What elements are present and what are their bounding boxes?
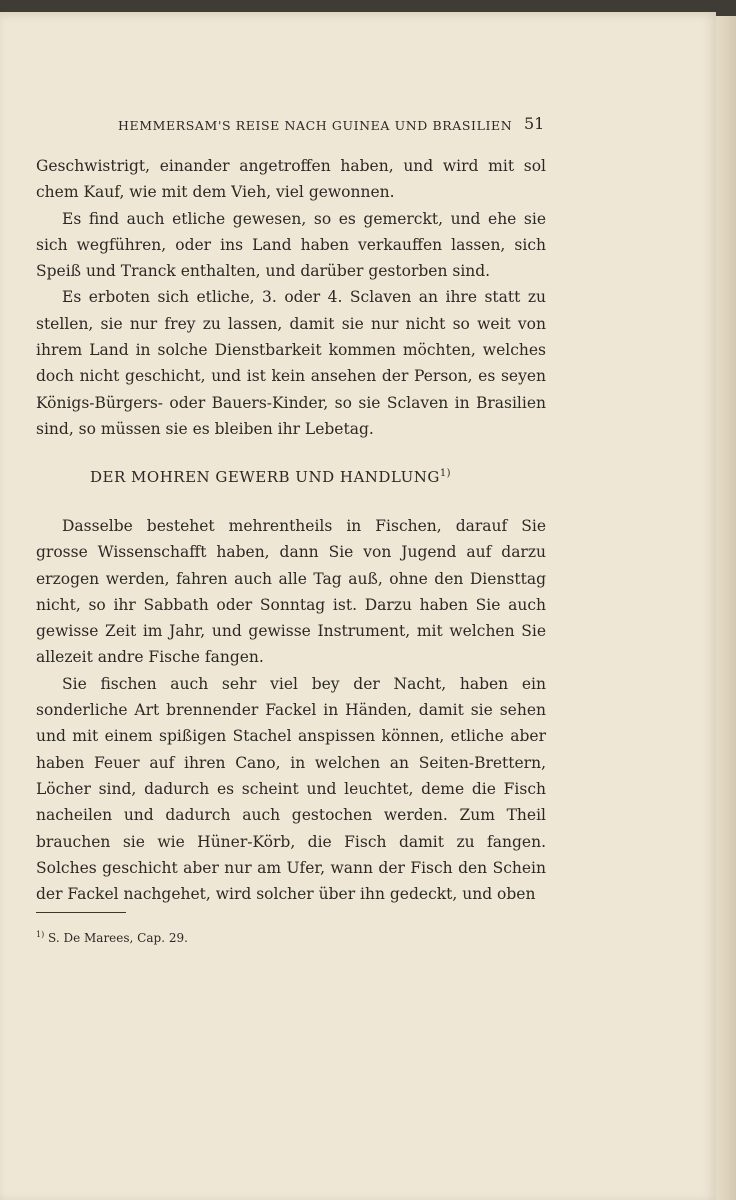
paragraph: Geschwistrigt, einander angetroffen haben, und wird mit sol chem Kauf, wie mit dem Vieh, viel gewonnen. xyxy=(36,157,546,202)
running-head: HEMMERSAM'S REISE NACH GUINEA UND BRASILIEN xyxy=(118,118,513,133)
page-edge xyxy=(716,16,736,1200)
footnote-rule xyxy=(36,912,126,913)
section-heading xyxy=(90,468,530,486)
page-number: 51 xyxy=(524,114,545,133)
footnote-mark: 1) xyxy=(36,930,45,939)
paragraph: Es find auch etliche gewesen, so es gemerckt, und ehe sie sich wegführen, oder ins Land haben verkauffen lassen, sich Speiß und Tranck enthalten, und darüber gestorben sind. xyxy=(36,209,546,281)
footnote-reference: 1) xyxy=(439,468,452,479)
section-heading-text: DER MOHREN GEWERB UND HANDLUNG xyxy=(90,468,440,486)
paragraph: Sie fischen auch sehr viel bey der Nacht, haben ein sonderliche Art brennender Fackel in Händen, damit sie sehen und mit einem spißigen Stachel anspissen können, etliche aber haben Feuer auf ihren Cano, in welchen an Seiten-Brettern, Löcher sind, dadurch es scheint und leuchtet, deme die Fisch nacheilen und dadurch auch gestochen werden. Zum Theil brauchen sie wie Hüner-Körb, die Fisch damit zu fangen. Solches geschicht aber nur am Ufer, wann der Fisch den Schein der Fackel nachgehet, wird solcher über ihn gedeckt, und oben xyxy=(36,674,546,904)
paragraph: Dasselbe bestehet mehrentheils in Fischen, darauf Sie grosse Wissenschafft haben, dann Sie von Jugend auf darzu erzogen werden, fahren auch alle Tag auß, ohne den Diensttag nicht, so ihr Sabbath oder Sonntag ist. Darzu haben Sie auch gewisse Zeit im Jahr, und gewisse Instrument, mit welchen Sie allezeit andre Fische fangen. xyxy=(36,517,546,667)
paragraph: Es erboten sich etliche, 3. oder 4. Sclaven an ihre statt zu stellen, sie nur frey zu lassen, damit sie nur nicht so weit von ihrem Land in solche Dienstbarkeit kommen möchten, welches doch nicht geschicht, und ist kein ansehen der Person, es seyen Königs-Bürgers- oder Bauers-Kinder, so sie Sclaven in Brasilien sind, so müssen sie es bleiben ihr Lebetag. xyxy=(36,288,546,438)
footnote-text: S. De Marees, Cap. 29. xyxy=(48,931,188,945)
footnote xyxy=(36,930,188,945)
body-text-bottom xyxy=(36,513,546,907)
body-text-top xyxy=(36,153,546,442)
